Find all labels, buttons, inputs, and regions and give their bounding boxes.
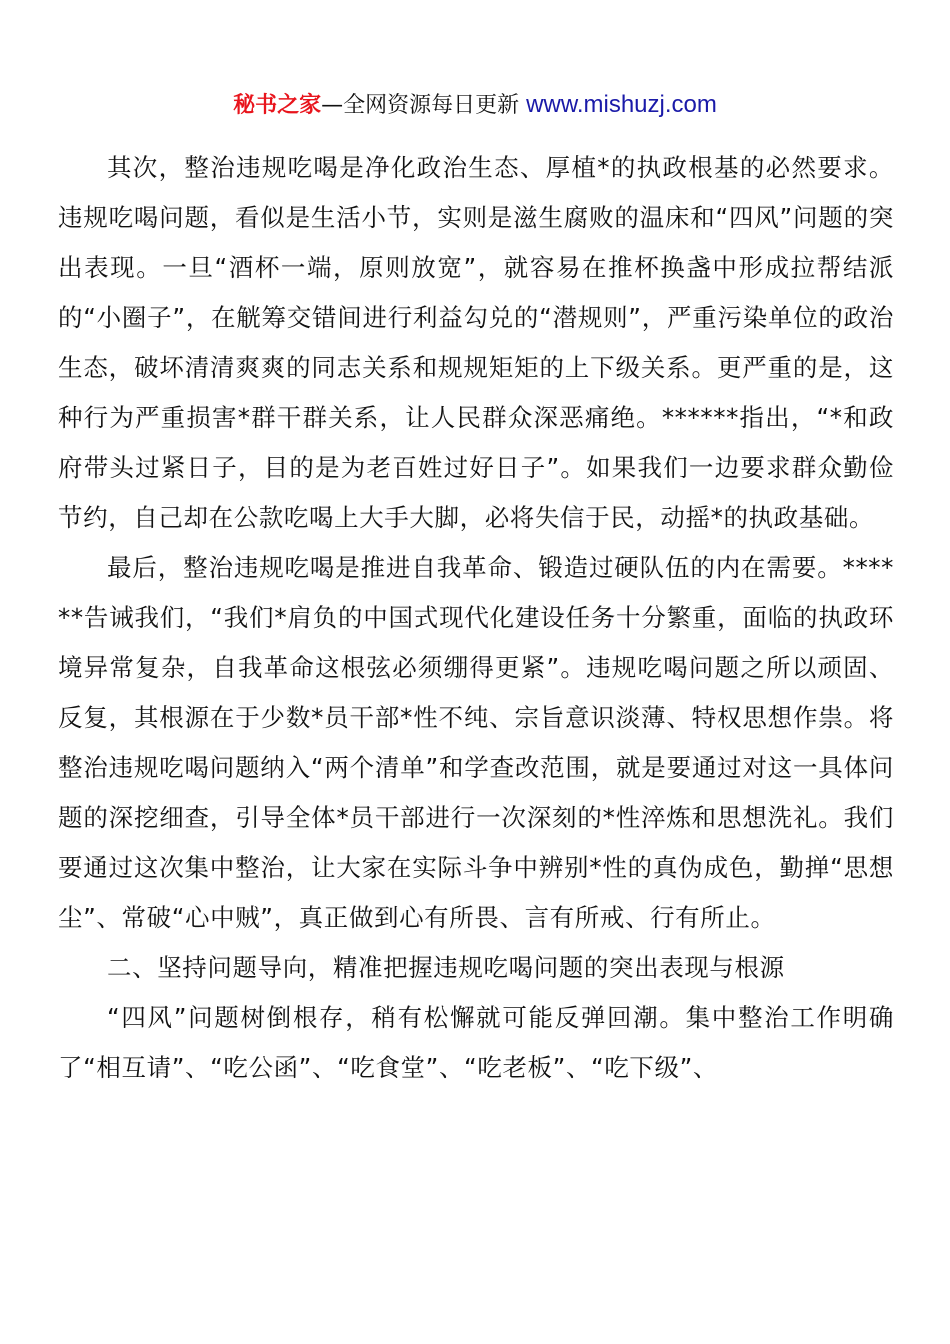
paragraph-finally: 最后，整治违规吃喝是推进自我革命、锻造过硬队伍的内在需要。******告诫我们，“我们*肩负的中国式现代化建设任务十分繁重，面临的执政环境异常复杂，自我革命这根弦必须绷得更紧”。违规吃喝问题之所以顽固、反复，其根源在于少数*员干部*性不纯、宗旨意识淡薄、特权思想作祟。将整治违规吃喝问题纳入“两个清单”和学查改范围，就是要通过对这一具体问题的深挖细查，引导全体*员干部进行一次深刻的*性淬炼和思想洗礼。我们要通过这次集中整治，让大家在实际斗争中辨别*性的真伪成色，勤掸“思想尘”、常破“心中贼”，真正做到心有所畏、言有所戒、行有所止。 [58, 553, 894, 932]
document-body [58, 143, 894, 1093]
brand-name: 秘书之家 [233, 93, 322, 118]
site-url[interactable]: www.mishuzj.com [526, 91, 717, 118]
header-slogan: —全网资源每日更新 [321, 93, 527, 118]
paragraph-secondly: 其次，整治违规吃喝是净化政治生态、厚植*的执政根基的必然要求。违规吃喝问题，看似是生活小节，实则是滋生腐败的温床和“四风”问题的突出表现。一旦“酒杯一端，原则放宽”，就容易在推杯换盏中形成拉帮结派的“小圈子”，在觥筹交错间进行利益勾兑的“潜规则”，严重污染单位的政治生态，破坏清清爽爽的同志关系和规规矩矩的上下级关系。更严重的是，这种行为严重损害*群干群关系，让人民群众深恶痛绝。******指出，“*和政府带头过紧日子，目的是为老百姓过好日子”。如果我们一边要求群众勤俭节约，自己却在公款吃喝上大手大脚，必将失信于民，动摇*的执政基础。 [58, 153, 894, 532]
page-header [0, 88, 950, 123]
paragraph-four-winds: “四风”问题树倒根存，稍有松懈就可能反弹回潮。集中整治工作明确了“相互请”、“吃公函”、“吃食堂”、“吃老板”、“吃下级”、 [58, 1003, 894, 1082]
section-heading: 二、坚持问题导向，精准把握违规吃喝问题的突出表现与根源 [107, 953, 785, 982]
